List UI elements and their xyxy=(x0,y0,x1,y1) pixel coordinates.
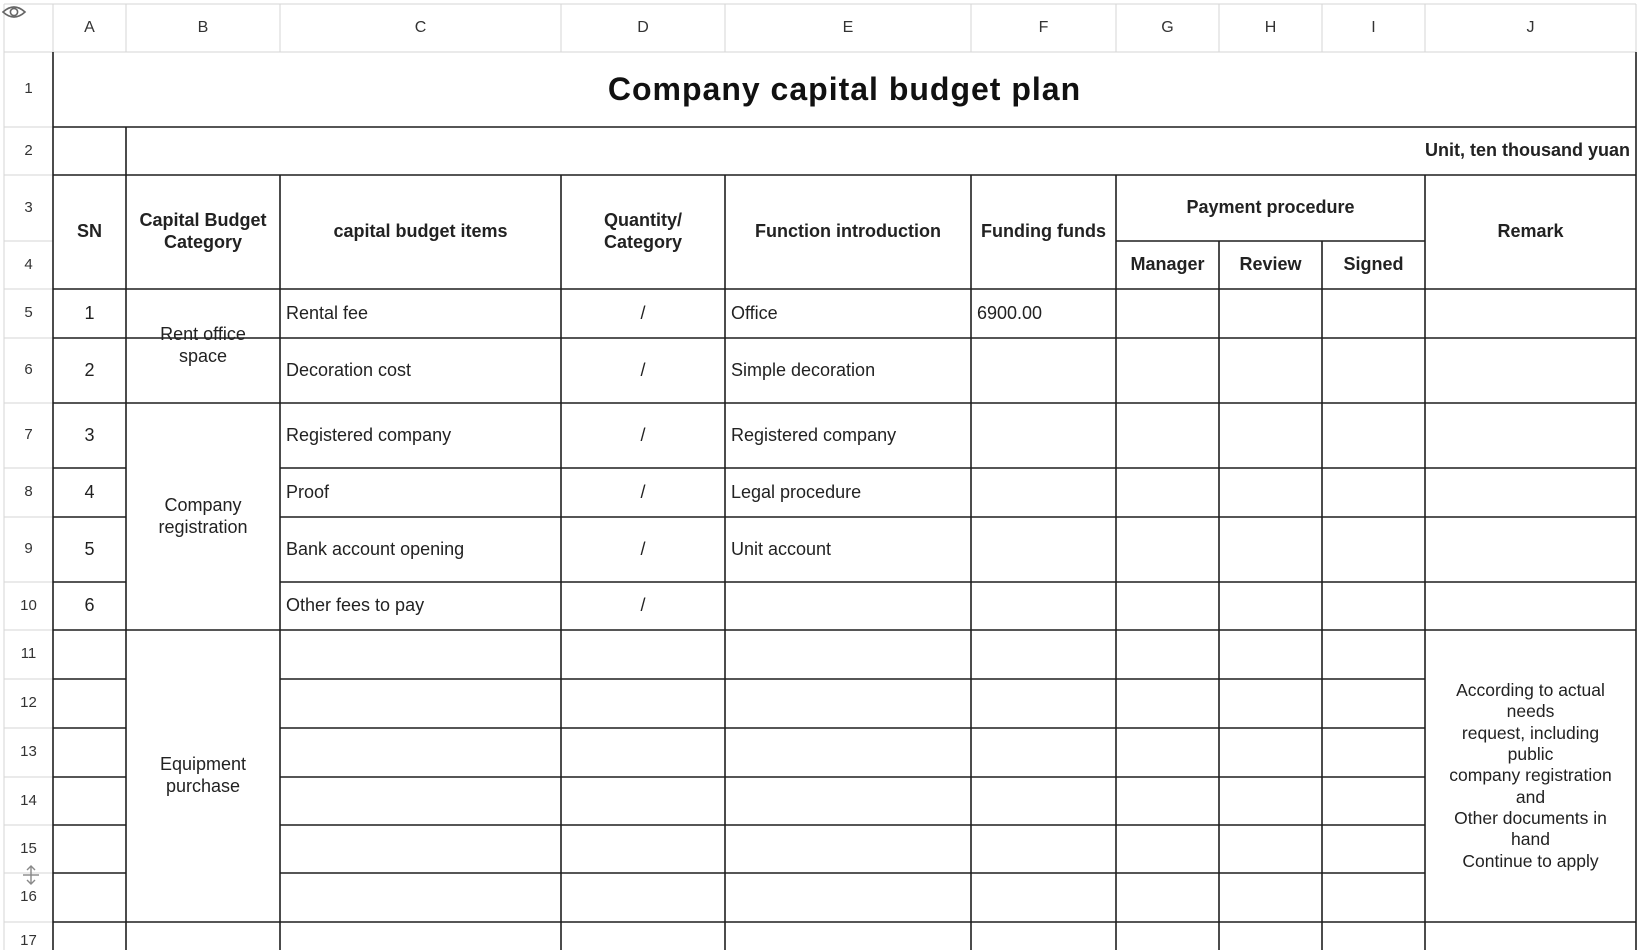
row-header[interactable]: 8 xyxy=(24,483,33,501)
column-header-a[interactable]: A xyxy=(84,19,95,37)
row-header[interactable]: 2 xyxy=(24,141,33,159)
header-function[interactable]: Function introduction xyxy=(755,221,941,242)
remark-cell[interactable]: According to actual needs request, including public company registration and Other documents in hand Continue to apply xyxy=(1449,679,1612,871)
row-header[interactable]: 5 xyxy=(24,304,33,322)
item-cell[interactable]: Registered company xyxy=(286,424,452,445)
row-header[interactable]: 9 xyxy=(24,540,33,558)
category-cell-rent[interactable]: Rent office space xyxy=(160,324,246,366)
category-cell-registration[interactable]: Company registration xyxy=(158,494,248,537)
column-header-d[interactable]: D xyxy=(637,19,649,37)
column-header-f[interactable]: F xyxy=(1038,19,1049,37)
header-payment-procedure[interactable]: Payment procedure xyxy=(1186,197,1355,218)
function-cell[interactable]: Unit account xyxy=(731,538,832,559)
quantity-cell[interactable]: / xyxy=(640,538,646,559)
row-header[interactable]: 6 xyxy=(24,361,33,379)
column-header-i[interactable]: I xyxy=(1371,19,1376,37)
row-header[interactable]: 12 xyxy=(20,694,37,712)
row-header[interactable]: 4 xyxy=(24,255,33,273)
row-header[interactable]: 15 xyxy=(20,839,37,857)
header-remark[interactable]: Remark xyxy=(1497,221,1564,242)
sn-cell[interactable]: 4 xyxy=(84,481,95,502)
quantity-cell[interactable]: / xyxy=(640,481,646,502)
function-cell[interactable]: Legal procedure xyxy=(731,481,862,502)
row-header[interactable]: 1 xyxy=(24,80,33,98)
header-category[interactable]: Capital Budget Category xyxy=(139,210,267,252)
header-review[interactable]: Review xyxy=(1239,254,1302,275)
row-header[interactable]: 16 xyxy=(20,888,37,906)
column-header-c[interactable]: C xyxy=(414,19,427,37)
item-cell[interactable]: Decoration cost xyxy=(286,359,412,380)
header-manager[interactable]: Manager xyxy=(1130,254,1205,275)
item-cell[interactable]: Bank account opening xyxy=(286,538,465,559)
sn-cell[interactable]: 3 xyxy=(84,424,95,445)
row-header[interactable]: 13 xyxy=(20,743,37,761)
funding-cell[interactable]: 6900.00 xyxy=(977,302,1043,323)
quantity-cell[interactable]: / xyxy=(640,595,646,616)
header-items[interactable]: capital budget items xyxy=(333,221,508,242)
header-signed[interactable]: Signed xyxy=(1343,254,1404,275)
sn-cell[interactable]: 5 xyxy=(84,538,95,559)
row-header[interactable]: 3 xyxy=(24,198,33,216)
row-resize-icon[interactable] xyxy=(20,864,42,886)
function-cell[interactable]: Simple decoration xyxy=(731,359,876,380)
column-header-h[interactable]: H xyxy=(1264,19,1277,37)
header-sn[interactable]: SN xyxy=(76,221,102,242)
sn-cell[interactable]: 1 xyxy=(84,302,95,323)
function-cell[interactable]: Office xyxy=(731,302,778,323)
quantity-cell[interactable]: / xyxy=(640,302,646,323)
row-header[interactable]: 11 xyxy=(20,645,37,663)
eye-icon[interactable] xyxy=(0,0,28,24)
column-header-g[interactable]: G xyxy=(1161,19,1174,37)
header-quantity[interactable]: Quantity/ Category xyxy=(603,210,683,252)
sn-cell[interactable]: 2 xyxy=(84,359,95,380)
row-header[interactable]: 14 xyxy=(20,791,37,809)
item-cell[interactable]: Proof xyxy=(286,481,330,502)
unit-note[interactable]: Unit, ten thousand yuan xyxy=(1425,140,1630,161)
column-header-j[interactable]: J xyxy=(1526,19,1535,37)
header-funding[interactable]: Funding funds xyxy=(981,221,1106,242)
function-cell[interactable]: Registered company xyxy=(731,424,897,445)
sn-cell[interactable]: 6 xyxy=(84,595,95,616)
quantity-cell[interactable]: / xyxy=(640,359,646,380)
item-cell[interactable]: Other fees to pay xyxy=(286,595,425,616)
row-header[interactable]: 7 xyxy=(24,426,33,444)
row-header[interactable]: 10 xyxy=(20,596,37,614)
category-cell-equipment[interactable]: Equipment purchase xyxy=(159,754,247,796)
column-header-b[interactable]: B xyxy=(197,19,209,37)
column-header-e[interactable]: E xyxy=(842,19,854,37)
quantity-cell[interactable]: / xyxy=(640,424,646,445)
sheet-title[interactable]: Company capital budget plan xyxy=(607,70,1082,107)
row-header[interactable]: 17 xyxy=(20,931,37,949)
item-cell[interactable]: Rental fee xyxy=(286,302,369,323)
